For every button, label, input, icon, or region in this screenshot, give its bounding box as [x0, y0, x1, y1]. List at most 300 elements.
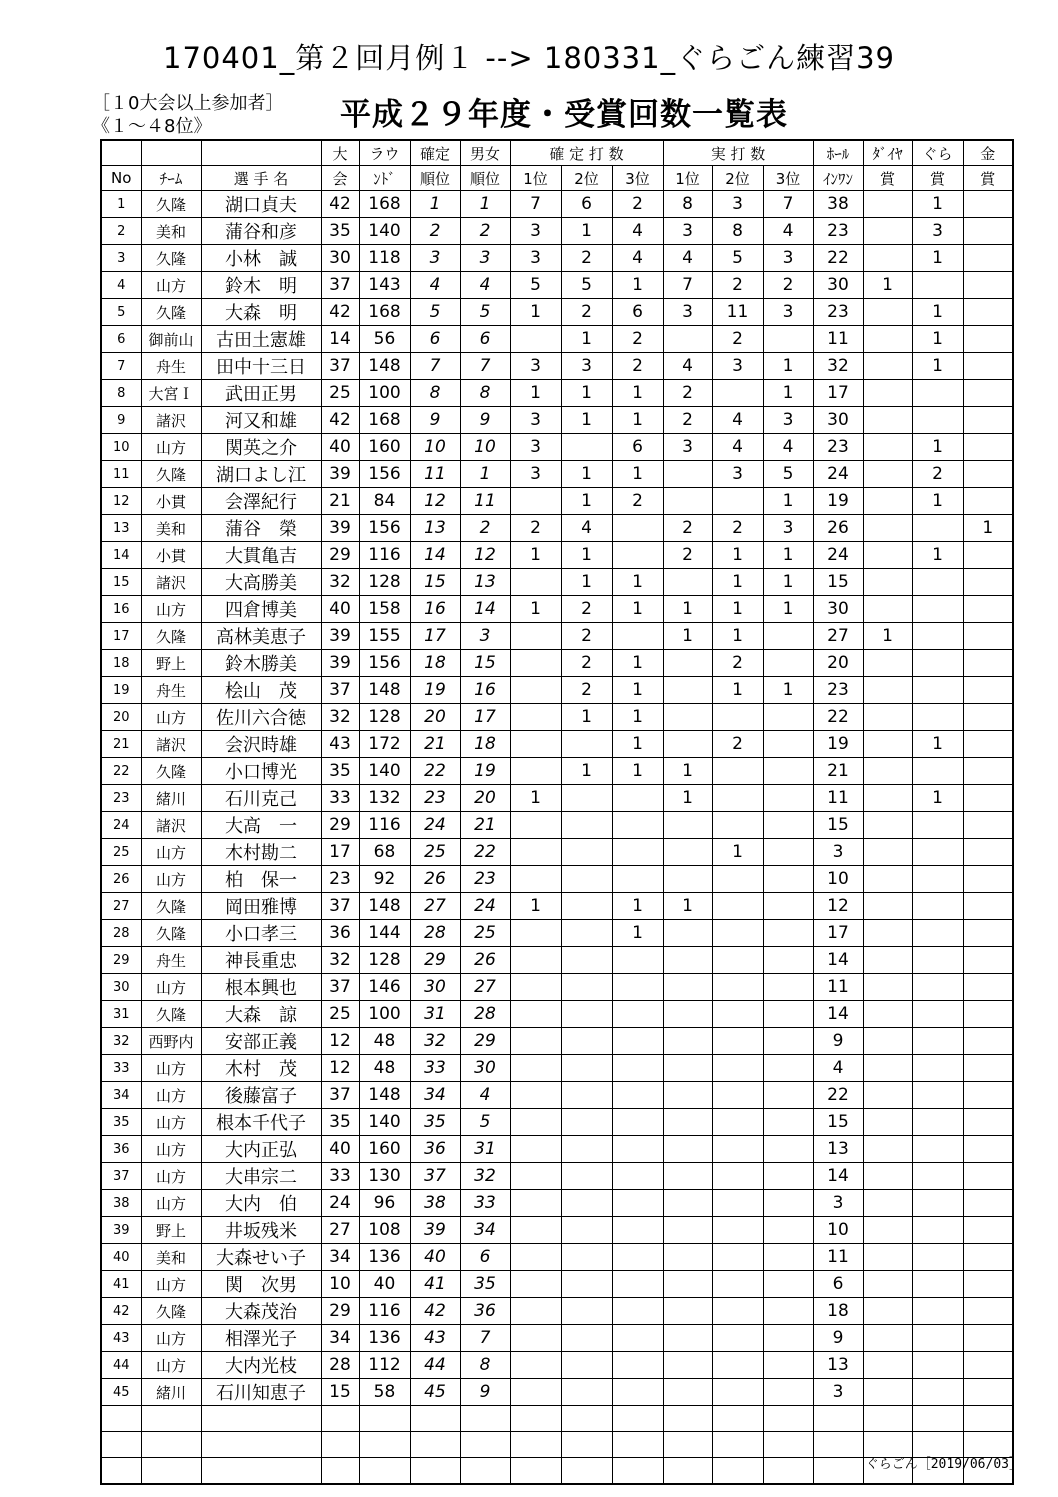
cell-diamond-award	[863, 1352, 912, 1379]
cell-taikai: 21	[321, 488, 359, 515]
cell-danjo-rank: 19	[460, 758, 510, 785]
cell-kin-award: 1	[963, 515, 1013, 542]
cell-hole-in-one: 4	[813, 1055, 863, 1082]
cell-gura-award	[912, 569, 963, 596]
cell-kakutei-1: 3	[510, 434, 561, 461]
cell-round: 168	[359, 191, 410, 218]
cell-team: 山方	[141, 1055, 201, 1082]
cell-gura-award: 1	[912, 488, 963, 515]
cell-kakutei-1	[510, 758, 561, 785]
table-row	[101, 812, 1013, 839]
cell-taikai: 10	[321, 1271, 359, 1298]
cell-jitsu-1: 1	[663, 785, 712, 812]
cell-no: 6	[101, 326, 141, 353]
cell-kakutei-2	[561, 893, 612, 920]
cell-kakutei-3: 1	[612, 650, 663, 677]
cell-taikai: 37	[321, 893, 359, 920]
cell-jitsu-1	[663, 326, 712, 353]
cell-kakutei-1	[510, 1109, 561, 1136]
cell-hole-in-one	[813, 1458, 863, 1485]
cell-taikai: 28	[321, 1352, 359, 1379]
cell-hole-in-one: 38	[813, 191, 863, 218]
cell-round: 116	[359, 542, 410, 569]
cell-hole-in-one: 14	[813, 1163, 863, 1190]
cell-name: 岡田雅博	[201, 893, 321, 920]
cell-hole-in-one: 20	[813, 650, 863, 677]
header-round-top: ラウ	[359, 140, 410, 166]
cell-kakutei-1	[510, 974, 561, 1001]
cell-kin-award	[963, 461, 1013, 488]
cell-gura-award	[912, 893, 963, 920]
cell-kakutei-rank: 22	[410, 758, 460, 785]
table-row	[101, 1379, 1013, 1406]
cell-team: 西野内	[141, 1028, 201, 1055]
cell-kakutei-rank: 39	[410, 1217, 460, 1244]
cell-gura-award	[912, 1217, 963, 1244]
cell-gura-award	[912, 677, 963, 704]
cell-kakutei-3: 1	[612, 407, 663, 434]
table-row	[101, 272, 1013, 299]
cell-kakutei-1	[510, 866, 561, 893]
cell-kakutei-rank: 42	[410, 1298, 460, 1325]
cell-round: 56	[359, 326, 410, 353]
cell-hole-in-one: 6	[813, 1271, 863, 1298]
cell-team: 諸沢	[141, 731, 201, 758]
cell-kakutei-1: 1	[510, 542, 561, 569]
cell-diamond-award	[863, 893, 912, 920]
cell-name: 小林 誠	[201, 245, 321, 272]
cell-round: 132	[359, 785, 410, 812]
cell-no: 45	[101, 1379, 141, 1406]
cell-jitsu-2: 11	[712, 299, 763, 326]
cell-team	[141, 1432, 201, 1458]
cell-name: 大内 伯	[201, 1190, 321, 1217]
cell-kakutei-1	[510, 1458, 561, 1485]
cell-danjo-rank: 30	[460, 1055, 510, 1082]
cell-gura-award	[912, 1190, 963, 1217]
cell-kakutei-rank: 2	[410, 218, 460, 245]
cell-jitsu-1: 1	[663, 893, 712, 920]
cell-diamond-award	[863, 542, 912, 569]
cell-diamond-award	[863, 839, 912, 866]
cell-jitsu-1	[663, 1298, 712, 1325]
cell-jitsu-2: 2	[712, 272, 763, 299]
cell-danjo-rank: 21	[460, 812, 510, 839]
cell-jitsu-2	[712, 920, 763, 947]
cell-taikai: 23	[321, 866, 359, 893]
header-round: ﾝﾄﾞ	[359, 166, 410, 191]
cell-jitsu-3	[763, 1352, 813, 1379]
cell-round: 155	[359, 623, 410, 650]
cell-kin-award	[963, 1136, 1013, 1163]
cell-gura-award	[912, 1406, 963, 1432]
cell-kakutei-rank: 37	[410, 1163, 460, 1190]
cell-jitsu-1	[663, 650, 712, 677]
cell-no: 15	[101, 569, 141, 596]
cell-round: 108	[359, 1217, 410, 1244]
cell-taikai: 32	[321, 569, 359, 596]
cell-gura-award: 1	[912, 353, 963, 380]
cell-kakutei-rank: 45	[410, 1379, 460, 1406]
header-kakutei-top: 確定	[410, 140, 460, 166]
cell-gura-award	[912, 758, 963, 785]
cell-kakutei-1	[510, 677, 561, 704]
cell-jitsu-2	[712, 947, 763, 974]
cell-kin-award	[963, 272, 1013, 299]
cell-kakutei-3: 4	[612, 218, 663, 245]
cell-jitsu-1: 2	[663, 407, 712, 434]
cell-kakutei-2	[561, 812, 612, 839]
cell-name: 鈴木勝美	[201, 650, 321, 677]
cell-jitsu-2	[712, 1217, 763, 1244]
cell-no: 11	[101, 461, 141, 488]
cell-team: 山方	[141, 1109, 201, 1136]
cell-danjo-rank: 4	[460, 272, 510, 299]
cell-jitsu-1: 7	[663, 272, 712, 299]
cell-danjo-rank: 24	[460, 893, 510, 920]
cell-kakutei-rank: 38	[410, 1190, 460, 1217]
cell-hole-in-one: 22	[813, 245, 863, 272]
cell-hole-in-one: 14	[813, 947, 863, 974]
cell-danjo-rank: 17	[460, 704, 510, 731]
cell-jitsu-1	[663, 1271, 712, 1298]
cell-kin-award	[963, 1271, 1013, 1298]
cell-jitsu-2: 1	[712, 623, 763, 650]
cell-round	[359, 1458, 410, 1485]
table-row	[101, 542, 1013, 569]
table-row	[101, 1028, 1013, 1055]
cell-kakutei-2: 1	[561, 569, 612, 596]
cell-danjo-rank: 31	[460, 1136, 510, 1163]
cell-diamond-award	[863, 191, 912, 218]
cell-kakutei-2: 1	[561, 380, 612, 407]
table-row	[101, 731, 1013, 758]
cell-kakutei-1	[510, 1432, 561, 1458]
cell-jitsu-2	[712, 1163, 763, 1190]
cell-name: 大森せい子	[201, 1244, 321, 1271]
table-row	[101, 353, 1013, 380]
cell-danjo-rank: 29	[460, 1028, 510, 1055]
cell-hole-in-one: 19	[813, 488, 863, 515]
cell-team: 久隆	[141, 893, 201, 920]
cell-team: 舟生	[141, 947, 201, 974]
cell-round: 84	[359, 488, 410, 515]
cell-kakutei-3: 1	[612, 677, 663, 704]
cell-gura-award	[912, 1163, 963, 1190]
cell-round: 146	[359, 974, 410, 1001]
cell-jitsu-2: 1	[712, 542, 763, 569]
cell-jitsu-3: 3	[763, 299, 813, 326]
cell-kakutei-1: 1	[510, 596, 561, 623]
cell-name	[201, 1458, 321, 1485]
cell-jitsu-2: 1	[712, 677, 763, 704]
cell-kakutei-3	[612, 1244, 663, 1271]
cell-jitsu-3	[763, 1244, 813, 1271]
cell-gura-award	[912, 866, 963, 893]
cell-diamond-award	[863, 947, 912, 974]
table-row	[101, 1325, 1013, 1352]
cell-kakutei-rank: 19	[410, 677, 460, 704]
cell-danjo-rank: 20	[460, 785, 510, 812]
cell-kakutei-rank: 33	[410, 1055, 460, 1082]
cell-diamond-award	[863, 488, 912, 515]
cell-diamond-award	[863, 1082, 912, 1109]
cell-hole-in-one: 3	[813, 1379, 863, 1406]
cell-jitsu-2	[712, 974, 763, 1001]
cell-kakutei-rank: 44	[410, 1352, 460, 1379]
cell-hole-in-one: 23	[813, 218, 863, 245]
table-row	[101, 488, 1013, 515]
header-hole: ｲﾝﾜﾝ	[813, 166, 863, 191]
cell-gura-award: 1	[912, 434, 963, 461]
cell-kin-award	[963, 623, 1013, 650]
cell-kakutei-3	[612, 542, 663, 569]
cell-hole-in-one: 22	[813, 704, 863, 731]
cell-round: 156	[359, 650, 410, 677]
cell-jitsu-1	[663, 1458, 712, 1485]
cell-jitsu-2: 2	[712, 515, 763, 542]
cell-kin-award	[963, 245, 1013, 272]
cell-no: 14	[101, 542, 141, 569]
table-row	[101, 1244, 1013, 1271]
table-row	[101, 1136, 1013, 1163]
cell-danjo-rank: 6	[460, 326, 510, 353]
cell-taikai: 29	[321, 812, 359, 839]
cell-kakutei-2: 1	[561, 488, 612, 515]
cell-hole-in-one	[813, 1406, 863, 1432]
cell-name	[201, 1432, 321, 1458]
table-row	[101, 407, 1013, 434]
cell-name: 関英之介	[201, 434, 321, 461]
cell-kakutei-3: 4	[612, 245, 663, 272]
cell-team: 山方	[141, 839, 201, 866]
cell-jitsu-3: 1	[763, 569, 813, 596]
cell-danjo-rank: 11	[460, 488, 510, 515]
cell-jitsu-2: 2	[712, 731, 763, 758]
table-row	[101, 947, 1013, 974]
cell-jitsu-1: 1	[663, 623, 712, 650]
cell-kakutei-rank: 30	[410, 974, 460, 1001]
cell-kakutei-2	[561, 1109, 612, 1136]
cell-team: 緒川	[141, 1379, 201, 1406]
cell-jitsu-3	[763, 785, 813, 812]
cell-jitsu-3	[763, 1001, 813, 1028]
cell-kakutei-1	[510, 1028, 561, 1055]
cell-taikai: 36	[321, 920, 359, 947]
cell-hole-in-one: 10	[813, 1217, 863, 1244]
cell-round: 158	[359, 596, 410, 623]
cell-taikai: 25	[321, 1001, 359, 1028]
cell-jitsu-1	[663, 1109, 712, 1136]
cell-name: 大内光枝	[201, 1352, 321, 1379]
cell-no: 2	[101, 218, 141, 245]
cell-taikai: 40	[321, 1136, 359, 1163]
cell-round	[359, 1432, 410, 1458]
cell-jitsu-3: 5	[763, 461, 813, 488]
cell-no: 18	[101, 650, 141, 677]
cell-taikai: 39	[321, 461, 359, 488]
cell-hole-in-one: 12	[813, 893, 863, 920]
cell-kakutei-2	[561, 1082, 612, 1109]
cell-name: 四倉博美	[201, 596, 321, 623]
cell-kakutei-3: 2	[612, 353, 663, 380]
cell-name: 小口博光	[201, 758, 321, 785]
cell-round: 148	[359, 1082, 410, 1109]
header-taikai: 会	[321, 166, 359, 191]
cell-team: 美和	[141, 515, 201, 542]
cell-team: 小貫	[141, 488, 201, 515]
cell-team: 久隆	[141, 623, 201, 650]
cell-kakutei-3: 1	[612, 272, 663, 299]
cell-kakutei-1: 1	[510, 299, 561, 326]
cell-jitsu-1: 1	[663, 758, 712, 785]
cell-diamond-award	[863, 704, 912, 731]
cell-taikai: 17	[321, 839, 359, 866]
cell-jitsu-3	[763, 704, 813, 731]
cell-team: 山方	[141, 272, 201, 299]
cell-jitsu-2	[712, 1325, 763, 1352]
cell-kakutei-1	[510, 1352, 561, 1379]
cell-kakutei-1	[510, 947, 561, 974]
cell-kakutei-3	[612, 1271, 663, 1298]
cell-kakutei-3: 1	[612, 731, 663, 758]
cell-kin-award	[963, 191, 1013, 218]
cell-round: 130	[359, 1163, 410, 1190]
cell-hole-in-one: 11	[813, 326, 863, 353]
header-blank-no	[101, 140, 141, 166]
cell-kakutei-3: 1	[612, 758, 663, 785]
cell-team: 久隆	[141, 758, 201, 785]
cell-hole-in-one: 14	[813, 1001, 863, 1028]
cell-jitsu-3	[763, 839, 813, 866]
cell-kakutei-3	[612, 1055, 663, 1082]
cell-kakutei-1: 3	[510, 461, 561, 488]
cell-no: 41	[101, 1271, 141, 1298]
cell-jitsu-1	[663, 1163, 712, 1190]
cell-name: 田中十三日	[201, 353, 321, 380]
cell-diamond-award	[863, 1298, 912, 1325]
cell-danjo-rank: 36	[460, 1298, 510, 1325]
cell-kakutei-rank: 4	[410, 272, 460, 299]
table-row	[101, 785, 1013, 812]
cell-kin-award	[963, 488, 1013, 515]
cell-jitsu-1: 8	[663, 191, 712, 218]
cell-name: 蒲谷 榮	[201, 515, 321, 542]
cell-taikai: 37	[321, 677, 359, 704]
cell-hole-in-one: 15	[813, 812, 863, 839]
cell-kin-award	[963, 542, 1013, 569]
cell-round: 112	[359, 1352, 410, 1379]
cell-jitsu-2	[712, 1136, 763, 1163]
cell-gura-award	[912, 920, 963, 947]
cell-taikai	[321, 1406, 359, 1432]
cell-no: 40	[101, 1244, 141, 1271]
cell-team: 久隆	[141, 461, 201, 488]
cell-name: 高林美恵子	[201, 623, 321, 650]
cell-taikai: 29	[321, 542, 359, 569]
cell-jitsu-3	[763, 1406, 813, 1432]
cell-team: 山方	[141, 866, 201, 893]
cell-taikai: 32	[321, 947, 359, 974]
cell-jitsu-3	[763, 1109, 813, 1136]
cell-diamond-award	[863, 1055, 912, 1082]
cell-kin-award	[963, 1217, 1013, 1244]
cell-kakutei-rank: 7	[410, 353, 460, 380]
cell-kin-award	[963, 1109, 1013, 1136]
cell-kakutei-3	[612, 623, 663, 650]
cell-gura-award	[912, 1298, 963, 1325]
cell-kakutei-3	[612, 1028, 663, 1055]
cell-hole-in-one: 26	[813, 515, 863, 542]
cell-taikai: 27	[321, 1217, 359, 1244]
cell-hole-in-one: 11	[813, 974, 863, 1001]
cell-diamond-award	[863, 677, 912, 704]
cell-diamond-award	[863, 920, 912, 947]
cell-round: 160	[359, 434, 410, 461]
cell-team: 山方	[141, 1325, 201, 1352]
cell-taikai: 33	[321, 1163, 359, 1190]
cell-kakutei-2	[561, 731, 612, 758]
cell-gura-award: 3	[912, 218, 963, 245]
cell-kakutei-2	[561, 1325, 612, 1352]
cell-danjo-rank: 32	[460, 1163, 510, 1190]
cell-team: 山方	[141, 974, 201, 1001]
cell-jitsu-2	[712, 1352, 763, 1379]
cell-team: 御前山	[141, 326, 201, 353]
cell-kakutei-rank: 36	[410, 1136, 460, 1163]
cell-taikai: 12	[321, 1028, 359, 1055]
cell-gura-award	[912, 704, 963, 731]
cell-danjo-rank: 22	[460, 839, 510, 866]
table-row	[101, 1298, 1013, 1325]
cell-danjo-rank: 7	[460, 353, 510, 380]
cell-diamond-award	[863, 245, 912, 272]
cell-jitsu-1	[663, 1190, 712, 1217]
cell-danjo-rank: 35	[460, 1271, 510, 1298]
table-row	[101, 1082, 1013, 1109]
cell-team: 大宮Ｉ	[141, 380, 201, 407]
table-row	[101, 704, 1013, 731]
cell-round: 148	[359, 677, 410, 704]
cell-kakutei-rank	[410, 1432, 460, 1458]
cell-kin-award	[963, 353, 1013, 380]
table-row	[101, 650, 1013, 677]
cell-danjo-rank: 2	[460, 218, 510, 245]
cell-kakutei-2	[561, 920, 612, 947]
cell-team: 久隆	[141, 1298, 201, 1325]
cell-jitsu-1	[663, 677, 712, 704]
cell-round: 100	[359, 1001, 410, 1028]
cell-kakutei-rank: 35	[410, 1109, 460, 1136]
cell-team: 山方	[141, 596, 201, 623]
cell-diamond-award	[863, 515, 912, 542]
cell-jitsu-3	[763, 758, 813, 785]
cell-name: 後藤富子	[201, 1082, 321, 1109]
cell-kin-award	[963, 569, 1013, 596]
cell-kakutei-rank: 32	[410, 1028, 460, 1055]
cell-jitsu-1	[663, 1217, 712, 1244]
cell-diamond-award	[863, 461, 912, 488]
cell-kakutei-3	[612, 1406, 663, 1432]
cell-taikai: 35	[321, 758, 359, 785]
header-gura: 賞	[912, 166, 963, 191]
header-j2: 2位	[712, 166, 763, 191]
cell-jitsu-2	[712, 1458, 763, 1485]
cell-kakutei-rank: 20	[410, 704, 460, 731]
cell-kakutei-2	[561, 1352, 612, 1379]
cell-round: 118	[359, 245, 410, 272]
cell-taikai: 34	[321, 1325, 359, 1352]
